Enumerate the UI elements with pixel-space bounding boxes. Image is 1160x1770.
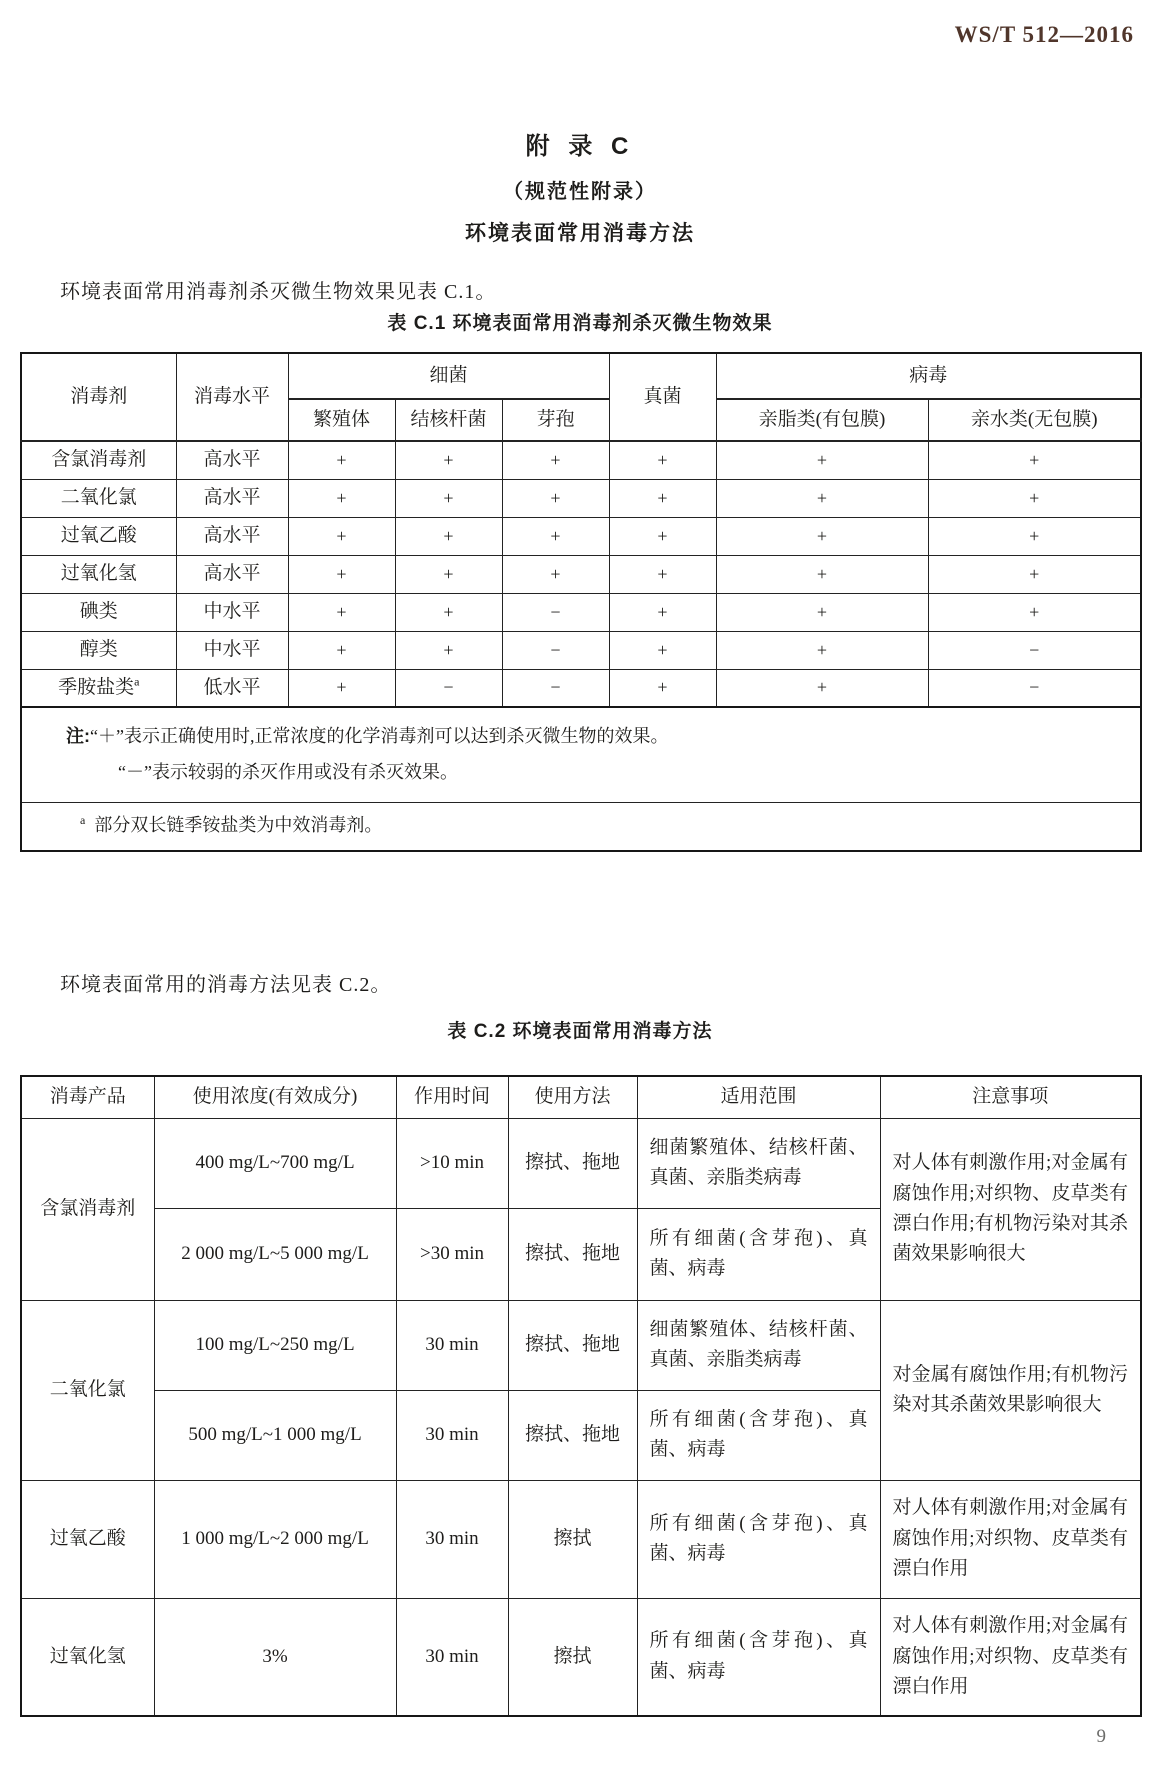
- appendix-heading: [0, 126, 1160, 247]
- cell-value: +: [502, 479, 609, 517]
- cell-caution: 对人体有刺激作用;对金属有腐蚀作用;对织物、皮草类有漂白作用: [880, 1480, 1141, 1598]
- cell-value: +: [609, 517, 716, 555]
- cell-level: 中水平: [176, 631, 288, 669]
- cell-value: +: [502, 517, 609, 555]
- cell-value: +: [928, 517, 1141, 555]
- appendix-title: 附 录 C: [525, 133, 635, 160]
- cell-concentration: 1 000 mg/L~2 000 mg/L: [154, 1480, 396, 1598]
- table-row: [21, 1300, 1141, 1390]
- cell-value: +: [395, 555, 502, 593]
- cell-product: 过氧乙酸: [21, 1480, 154, 1598]
- c1-header-lipophilic: 亲脂类(有包膜): [716, 399, 928, 441]
- cell-value: +: [288, 555, 395, 593]
- note-text-2: “－”表示较弱的杀灭作用或没有杀灭效果。: [118, 762, 458, 782]
- cell-value: +: [395, 593, 502, 631]
- cell-value: +: [609, 479, 716, 517]
- cell-disinfectant: 含氯消毒剂: [21, 441, 176, 479]
- table-row: [21, 441, 1141, 479]
- cell-value: +: [395, 441, 502, 479]
- cell-value: +: [502, 555, 609, 593]
- cell-value: +: [395, 517, 502, 555]
- cell-value: +: [288, 441, 395, 479]
- cell-value: −: [502, 593, 609, 631]
- cell-value: +: [716, 441, 928, 479]
- cell-scope: 所有细菌(含芽孢)、真菌、病毒: [637, 1208, 880, 1300]
- cell-value: +: [288, 593, 395, 631]
- cell-value: +: [502, 441, 609, 479]
- table-row: [21, 593, 1141, 631]
- table-row: [21, 669, 1141, 707]
- cell-method: 擦拭、拖地: [508, 1300, 637, 1390]
- cell-value: −: [395, 669, 502, 707]
- cell-product: 二氧化氯: [21, 1300, 154, 1480]
- footnote-marker: a: [134, 674, 140, 689]
- cell-level: 高水平: [176, 441, 288, 479]
- cell-value: +: [288, 479, 395, 517]
- footnote-marker: a: [80, 813, 86, 827]
- table-row: [21, 555, 1141, 593]
- cell-value: −: [502, 631, 609, 669]
- note-label: 注:: [66, 726, 90, 746]
- cell-concentration: 2 000 mg/L~5 000 mg/L: [154, 1208, 396, 1300]
- cell-concentration: 500 mg/L~1 000 mg/L: [154, 1390, 396, 1480]
- cell-value: +: [716, 555, 928, 593]
- cell-value: +: [716, 669, 928, 707]
- cell-caution: 对人体有刺激作用;对金属有腐蚀作用;对织物、皮草类有漂白作用: [880, 1598, 1141, 1716]
- page-number: 9: [1096, 1726, 1106, 1747]
- cell-value: +: [716, 593, 928, 631]
- cell-value: −: [928, 631, 1141, 669]
- table-row: [21, 479, 1141, 517]
- cell-value: +: [609, 669, 716, 707]
- cell-concentration: 400 mg/L~700 mg/L: [154, 1118, 396, 1208]
- table-c2-caption: 表 C.2 环境表面常用消毒方法: [447, 1021, 713, 1042]
- c1-header-tubercle: 结核杆菌: [395, 399, 502, 441]
- cell-concentration: 100 mg/L~250 mg/L: [154, 1300, 396, 1390]
- cell-disinfectant: 二氧化氯: [21, 479, 176, 517]
- intro-paragraph-1: 环境表面常用消毒剂杀灭微生物效果见表 C.1。: [60, 281, 497, 303]
- cell-value: +: [716, 517, 928, 555]
- c2-header-concentration: 使用浓度(有效成分): [154, 1076, 396, 1118]
- cell-method: 擦拭、拖地: [508, 1208, 637, 1300]
- table-note-cell: [21, 707, 1141, 803]
- cell-level: 高水平: [176, 479, 288, 517]
- cell-concentration: 3%: [154, 1598, 396, 1716]
- cell-value: +: [288, 669, 395, 707]
- appendix-subtitle: （规范性附录）: [503, 181, 657, 203]
- table-row: [21, 631, 1141, 669]
- cell-caution: 对金属有腐蚀作用;有机物污染对其杀菌效果影响很大: [880, 1300, 1141, 1480]
- cell-disinfectant: [21, 669, 176, 707]
- cell-disinfectant: 碘类: [21, 593, 176, 631]
- cell-product: 过氧化氢: [21, 1598, 154, 1716]
- c2-header-time: 作用时间: [396, 1076, 508, 1118]
- cell-scope: 所有细菌(含芽孢)、真菌、病毒: [637, 1598, 880, 1716]
- cell-value: +: [609, 631, 716, 669]
- cell-level: 低水平: [176, 669, 288, 707]
- cell-method: 擦拭、拖地: [508, 1390, 637, 1480]
- table-c1-caption: 表 C.1 环境表面常用消毒剂杀灭微生物效果: [387, 313, 773, 334]
- cell-scope: 所有细菌(含芽孢)、真菌、病毒: [637, 1390, 880, 1480]
- cell-disinfectant: 醇类: [21, 631, 176, 669]
- footnote-text: 部分双长链季铵盐类为中效消毒剂。: [94, 815, 383, 835]
- cell-scope: 细菌繁殖体、结核杆菌、真菌、亲脂类病毒: [637, 1118, 880, 1208]
- c1-header-fungus: 真菌: [609, 353, 716, 441]
- cell-method: 擦拭、拖地: [508, 1118, 637, 1208]
- table-c2: [20, 1075, 1142, 1717]
- cell-level: 高水平: [176, 555, 288, 593]
- table-footnote-row: [21, 803, 1141, 851]
- table-c1-header-row-1: [21, 353, 1141, 399]
- cell-time: 30 min: [396, 1300, 508, 1390]
- c1-header-spore: 芽孢: [502, 399, 609, 441]
- cell-value: +: [288, 631, 395, 669]
- cell-value: +: [716, 479, 928, 517]
- table-row: [21, 517, 1141, 555]
- note-line-2: [66, 754, 1122, 790]
- cell-caution: 对人体有刺激作用;对金属有腐蚀作用;对织物、皮草类有漂白作用;有机物污染对其杀菌效果影响很大: [880, 1118, 1141, 1300]
- c1-header-bacteria-group: 细菌: [288, 353, 609, 399]
- cell-level: 中水平: [176, 593, 288, 631]
- c1-header-vegetative: 繁殖体: [288, 399, 395, 441]
- cell-value: −: [502, 669, 609, 707]
- table-row: [21, 1480, 1141, 1598]
- cell-value: +: [928, 593, 1141, 631]
- cell-value: +: [395, 631, 502, 669]
- cell-value: +: [928, 555, 1141, 593]
- doc-number: WS/T 512—2016: [954, 22, 1134, 47]
- appendix-section-title: 环境表面常用消毒方法: [465, 222, 695, 245]
- cell-method: 擦拭: [508, 1598, 637, 1716]
- cell-value: +: [288, 517, 395, 555]
- c1-header-hydrophilic: 亲水类(无包膜): [928, 399, 1141, 441]
- c1-header-level: 消毒水平: [176, 353, 288, 441]
- cell-scope: 细菌繁殖体、结核杆菌、真菌、亲脂类病毒: [637, 1300, 880, 1390]
- intro-paragraph-2: 环境表面常用的消毒方法见表 C.2。: [60, 974, 392, 996]
- note-line-1: [66, 718, 1122, 754]
- cell-value: +: [716, 631, 928, 669]
- c2-header-method: 使用方法: [508, 1076, 637, 1118]
- table-row: [21, 1118, 1141, 1208]
- c2-header-product: 消毒产品: [21, 1076, 154, 1118]
- table-note-row: [21, 707, 1141, 803]
- cell-value: +: [609, 441, 716, 479]
- cell-method: 擦拭: [508, 1480, 637, 1598]
- cell-time: 30 min: [396, 1598, 508, 1716]
- cell-value: +: [609, 593, 716, 631]
- note-text-1: “＋”表示正确使用时,正常浓度的化学消毒剂可以达到杀灭微生物的效果。: [90, 726, 669, 746]
- cell-value: −: [928, 669, 1141, 707]
- table-footnote-cell: [21, 803, 1141, 851]
- c2-header-caution: 注意事项: [880, 1076, 1141, 1118]
- table-row: [21, 1598, 1141, 1716]
- cell-level: 高水平: [176, 517, 288, 555]
- cell-time: >30 min: [396, 1208, 508, 1300]
- cell-disinfectant: 过氧化氢: [21, 555, 176, 593]
- cell-time: 30 min: [396, 1480, 508, 1598]
- cell-product: 含氯消毒剂: [21, 1118, 154, 1300]
- c1-header-virus-group: 病毒: [716, 353, 1141, 399]
- cell-time: >10 min: [396, 1118, 508, 1208]
- c2-header-scope: 适用范围: [637, 1076, 880, 1118]
- cell-value: +: [395, 479, 502, 517]
- table-c2-header-row: [21, 1076, 1141, 1118]
- cell-disinfectant-text: 季胺盐类: [58, 676, 135, 698]
- cell-disinfectant: 过氧乙酸: [21, 517, 176, 555]
- cell-scope: 所有细菌(含芽孢)、真菌、病毒: [637, 1480, 880, 1598]
- cell-value: +: [928, 441, 1141, 479]
- cell-value: +: [609, 555, 716, 593]
- cell-value: +: [928, 479, 1141, 517]
- cell-time: 30 min: [396, 1390, 508, 1480]
- c1-header-disinfectant: 消毒剂: [21, 353, 176, 441]
- table-c1: [20, 352, 1142, 852]
